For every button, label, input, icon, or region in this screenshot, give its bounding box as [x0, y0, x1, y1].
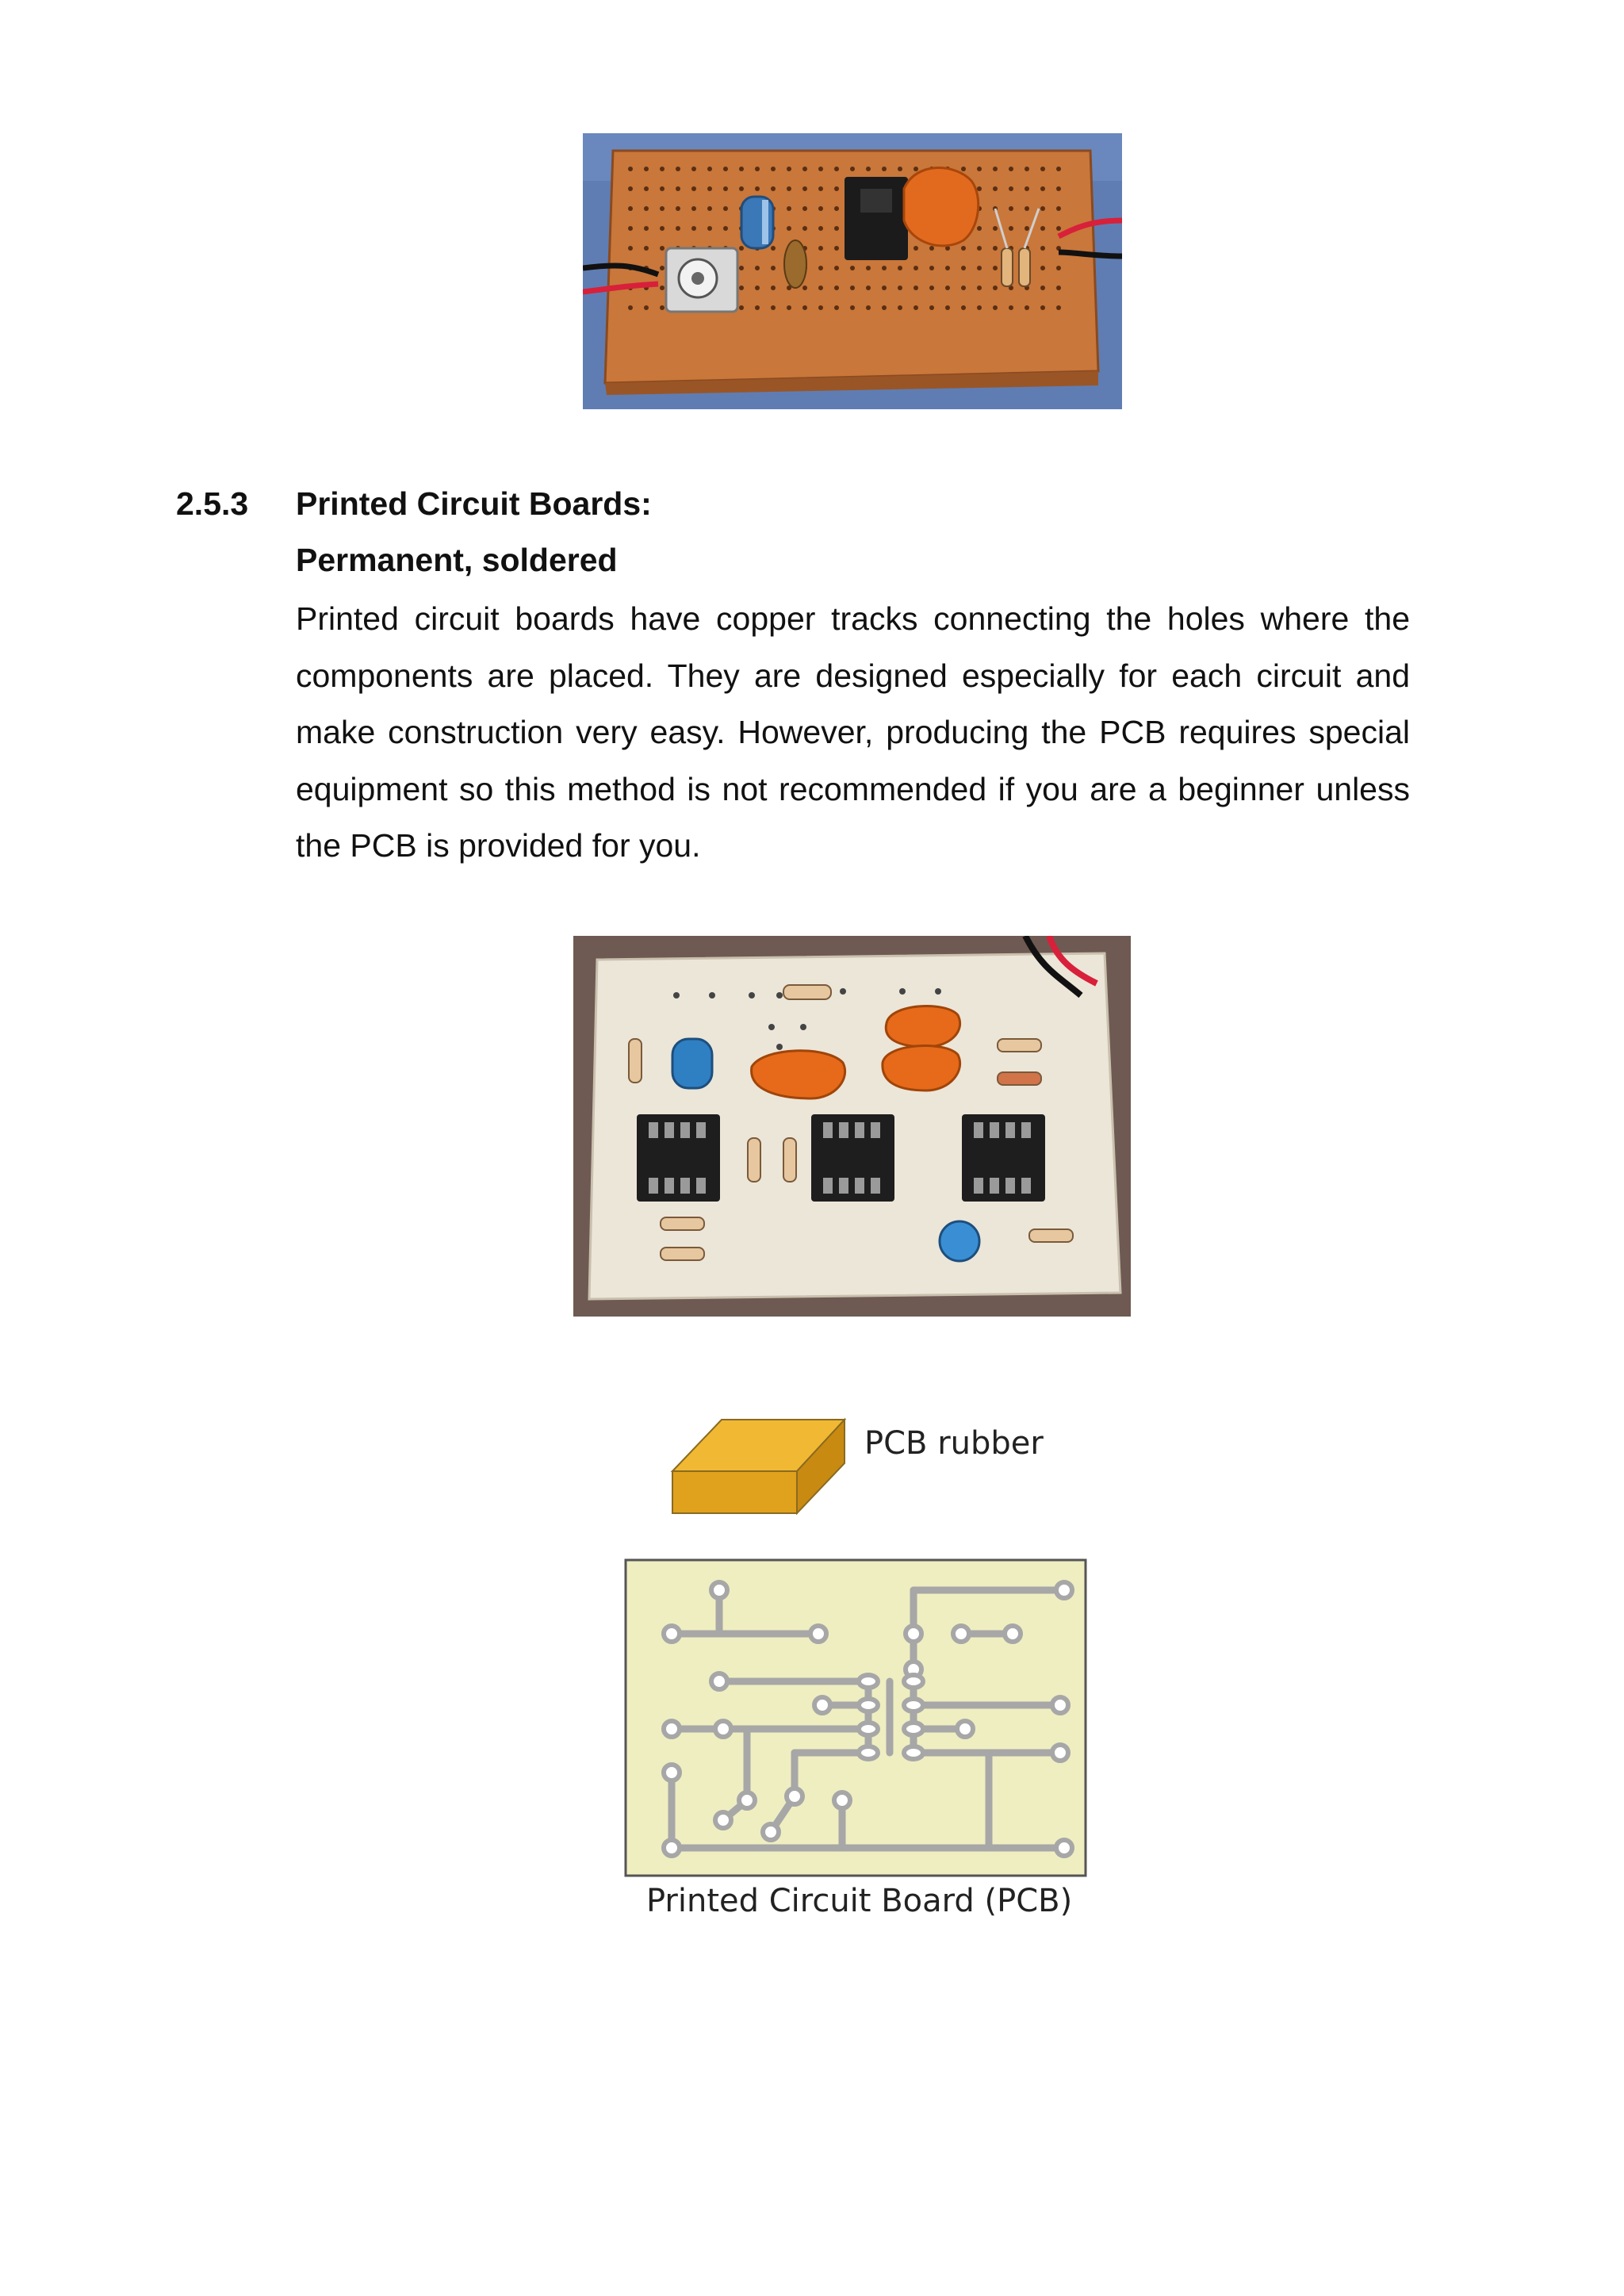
paragraph-line: Printed circuit boards have copper tracks connecting the holes where the — [296, 600, 1410, 637]
paragraph-line: components are placed. They are designed especially for each circuit and — [296, 657, 1410, 694]
paragraph-line: the PCB is provided for you. — [296, 827, 701, 864]
body-paragraph — [296, 591, 1410, 875]
section-number: 2.5.3 — [176, 485, 249, 522]
assembled-pcb-photo — [573, 936, 1131, 1317]
section-title: Printed Circuit Boards: — [296, 485, 652, 522]
paragraph-line: equipment so this method is not recommended if you are a beginner unless — [296, 770, 1410, 807]
stripboard-photo — [583, 133, 1122, 409]
pcb-caption: Printed Circuit Board (PCB) — [646, 1883, 1073, 1919]
section-subtitle: Permanent, soldered — [296, 542, 618, 578]
pcb-rubber-label: PCB rubber — [864, 1425, 1044, 1462]
pcb-rubber-icon — [666, 1412, 848, 1515]
paragraph-line: make construction very easy. However, producing the PCB requires special — [296, 714, 1410, 750]
pcb-diagram — [624, 1558, 1088, 1877]
